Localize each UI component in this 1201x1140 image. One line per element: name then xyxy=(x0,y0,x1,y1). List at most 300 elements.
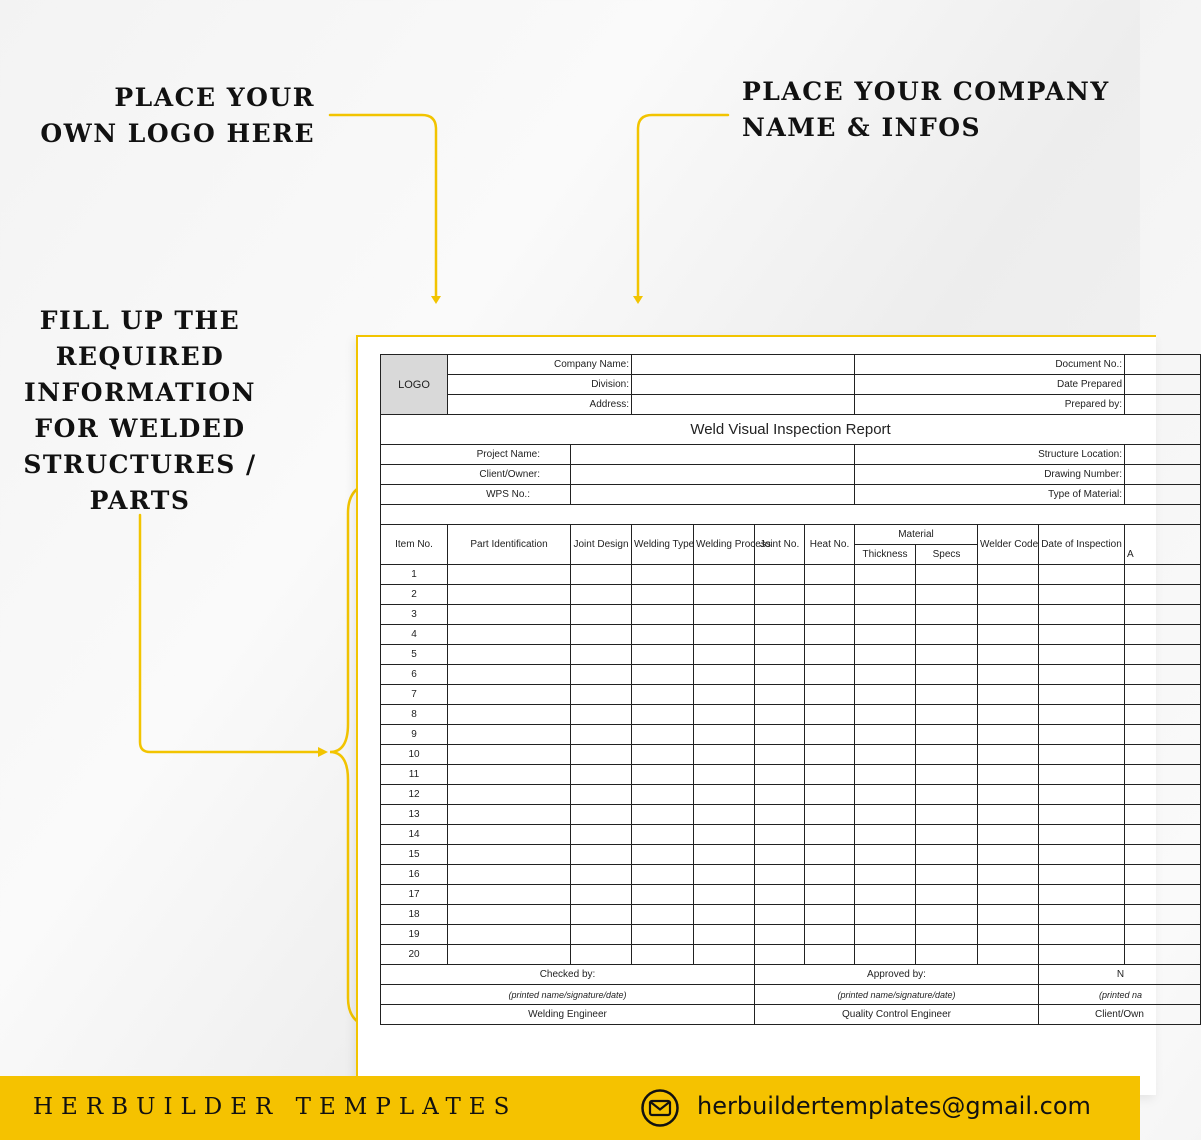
table-cell[interactable] xyxy=(1039,925,1125,945)
table-cell[interactable] xyxy=(1125,765,1201,785)
table-cell[interactable] xyxy=(571,565,632,585)
address-field[interactable] xyxy=(632,395,855,415)
table-cell[interactable] xyxy=(755,905,805,925)
table-cell[interactable] xyxy=(632,785,694,805)
table-cell[interactable] xyxy=(1125,605,1201,625)
table-cell[interactable] xyxy=(1125,705,1201,725)
table-cell[interactable] xyxy=(694,685,755,705)
table-cell[interactable] xyxy=(978,745,1039,765)
table-cell[interactable] xyxy=(755,865,805,885)
table-cell[interactable] xyxy=(632,765,694,785)
table-cell[interactable] xyxy=(694,625,755,645)
table-cell[interactable] xyxy=(755,745,805,765)
table-cell[interactable] xyxy=(694,885,755,905)
table-row xyxy=(381,665,1201,685)
noted-by-signature[interactable]: (printed na xyxy=(1039,985,1201,1005)
table-cell[interactable] xyxy=(855,825,916,845)
table-cell[interactable] xyxy=(755,565,805,585)
table-cell[interactable] xyxy=(916,725,978,745)
table-cell[interactable] xyxy=(448,925,571,945)
table-cell[interactable] xyxy=(694,765,755,785)
table-cell[interactable] xyxy=(755,885,805,905)
table-cell[interactable] xyxy=(571,825,632,845)
table-cell[interactable] xyxy=(694,605,755,625)
table-cell[interactable] xyxy=(1039,845,1125,865)
logo-placeholder: LOGO xyxy=(381,355,448,415)
table-cell[interactable] xyxy=(448,625,571,645)
table-cell[interactable] xyxy=(755,845,805,865)
table-cell[interactable] xyxy=(632,805,694,825)
table-row xyxy=(381,805,1201,825)
table-cell[interactable] xyxy=(978,605,1039,625)
item-number: 5 xyxy=(381,645,448,665)
project-name-field[interactable] xyxy=(571,445,855,465)
table-cell[interactable] xyxy=(1125,845,1201,865)
table-cell[interactable] xyxy=(1039,565,1125,585)
table-cell[interactable] xyxy=(916,845,978,865)
approved-by-label: Approved by: xyxy=(755,965,1039,985)
item-number: 10 xyxy=(381,745,448,765)
table-cell[interactable] xyxy=(755,585,805,605)
table-cell[interactable] xyxy=(916,805,978,825)
approved-by-signature[interactable]: (printed name/signature/date) xyxy=(755,985,1039,1005)
table-cell[interactable] xyxy=(755,825,805,845)
table-cell[interactable] xyxy=(978,765,1039,785)
table-cell[interactable] xyxy=(755,765,805,785)
table-cell[interactable] xyxy=(1039,605,1125,625)
table-cell[interactable] xyxy=(1039,945,1125,965)
table-row xyxy=(381,905,1201,925)
company-name-label: Company Name: xyxy=(448,355,632,375)
table-cell[interactable] xyxy=(916,765,978,785)
col-date-of-inspection: Date of Inspection xyxy=(1039,525,1125,565)
table-cell[interactable] xyxy=(1125,665,1201,685)
table-row xyxy=(381,925,1201,945)
table-cell[interactable] xyxy=(571,925,632,945)
table-row xyxy=(381,885,1201,905)
table-cell[interactable] xyxy=(978,585,1039,605)
checked-by-signature[interactable]: (printed name/signature/date) xyxy=(381,985,755,1005)
table-cell[interactable] xyxy=(916,665,978,685)
table-cell[interactable] xyxy=(571,725,632,745)
table-cell[interactable] xyxy=(1125,745,1201,765)
table-cell[interactable] xyxy=(632,745,694,765)
table-cell[interactable] xyxy=(571,945,632,965)
table-cell[interactable] xyxy=(1039,765,1125,785)
table-cell[interactable] xyxy=(1039,625,1125,645)
table-cell[interactable] xyxy=(855,785,916,805)
item-number: 17 xyxy=(381,885,448,905)
table-row xyxy=(381,945,1201,965)
table-row xyxy=(381,745,1201,765)
table-cell[interactable] xyxy=(755,665,805,685)
table-cell[interactable] xyxy=(855,725,916,745)
table-cell[interactable] xyxy=(978,685,1039,705)
table-cell[interactable] xyxy=(855,925,916,945)
table-cell[interactable] xyxy=(805,745,855,765)
table-cell[interactable] xyxy=(1125,645,1201,665)
table-cell[interactable] xyxy=(1039,865,1125,885)
table-row xyxy=(381,645,1201,665)
table-cell[interactable] xyxy=(805,565,855,585)
table-cell[interactable] xyxy=(855,945,916,965)
table-cell[interactable] xyxy=(632,885,694,905)
table-cell[interactable] xyxy=(694,865,755,885)
table-cell[interactable] xyxy=(978,785,1039,805)
table-cell[interactable] xyxy=(805,725,855,745)
table-cell[interactable] xyxy=(805,825,855,845)
table-cell[interactable] xyxy=(694,845,755,865)
table-cell[interactable] xyxy=(694,825,755,845)
table-cell[interactable] xyxy=(805,605,855,625)
table-cell[interactable] xyxy=(805,905,855,925)
col-joint-no: Joint No. xyxy=(755,525,805,565)
brand-name: HERBUILDER TEMPLATES xyxy=(33,1094,518,1120)
form-sheet xyxy=(356,335,1156,1095)
item-number: 18 xyxy=(381,905,448,925)
table-cell[interactable] xyxy=(855,705,916,725)
table-cell[interactable] xyxy=(632,585,694,605)
item-number: 6 xyxy=(381,665,448,685)
prepared-by-label: Prepared by: xyxy=(855,395,1125,415)
table-cell[interactable] xyxy=(632,665,694,685)
table-cell[interactable] xyxy=(694,925,755,945)
table-cell[interactable] xyxy=(978,725,1039,745)
table-cell[interactable] xyxy=(571,905,632,925)
company-annotation: PLACE YOUR COMPANY NAME & INFOS xyxy=(742,77,1110,142)
table-cell[interactable] xyxy=(448,585,571,605)
table-row xyxy=(381,625,1201,645)
table-cell[interactable] xyxy=(694,665,755,685)
division-field[interactable] xyxy=(632,375,855,395)
table-cell[interactable] xyxy=(755,925,805,945)
wps-no-field[interactable] xyxy=(571,485,855,505)
table-cell[interactable] xyxy=(632,605,694,625)
client-owner-field[interactable] xyxy=(571,465,855,485)
table-cell[interactable] xyxy=(1039,585,1125,605)
table-cell[interactable] xyxy=(632,865,694,885)
report-title: Weld Visual Inspection Report xyxy=(381,415,1201,445)
table-cell[interactable] xyxy=(855,665,916,685)
table-cell[interactable] xyxy=(916,905,978,925)
table-cell[interactable] xyxy=(571,845,632,865)
table-cell[interactable] xyxy=(632,925,694,945)
table-cell[interactable] xyxy=(632,565,694,585)
table-cell[interactable] xyxy=(978,665,1039,685)
table-cell[interactable] xyxy=(1125,565,1201,585)
table-cell[interactable] xyxy=(855,865,916,885)
table-cell[interactable] xyxy=(1039,785,1125,805)
table-cell[interactable] xyxy=(571,745,632,765)
table-cell[interactable] xyxy=(571,625,632,645)
table-cell[interactable] xyxy=(694,725,755,745)
fill-arrow xyxy=(140,515,322,752)
table-cell[interactable] xyxy=(694,905,755,925)
col-item-no: Item No. xyxy=(381,525,448,565)
table-cell[interactable] xyxy=(1125,865,1201,885)
footer-bar xyxy=(0,1076,1140,1140)
table-row xyxy=(381,685,1201,705)
table-cell[interactable] xyxy=(1125,945,1201,965)
table-cell[interactable] xyxy=(855,645,916,665)
table-cell[interactable] xyxy=(571,605,632,625)
table-cell[interactable] xyxy=(1125,925,1201,945)
table-cell[interactable] xyxy=(978,805,1039,825)
table-cell[interactable] xyxy=(632,725,694,745)
table-cell[interactable] xyxy=(755,645,805,665)
item-number: 14 xyxy=(381,825,448,845)
table-cell[interactable] xyxy=(855,845,916,865)
table-cell[interactable] xyxy=(694,785,755,805)
table-cell[interactable] xyxy=(755,945,805,965)
table-cell[interactable] xyxy=(805,705,855,725)
mail-icon xyxy=(640,1088,680,1128)
table-cell[interactable] xyxy=(916,785,978,805)
table-cell[interactable] xyxy=(805,645,855,665)
table-cell[interactable] xyxy=(448,745,571,765)
table-row xyxy=(381,585,1201,605)
table-cell[interactable] xyxy=(448,705,571,725)
table-cell[interactable] xyxy=(571,865,632,885)
table-cell[interactable] xyxy=(916,565,978,585)
table-cell[interactable] xyxy=(632,625,694,645)
document-no-field[interactable] xyxy=(1125,355,1201,375)
table-cell[interactable] xyxy=(571,665,632,685)
table-cell[interactable] xyxy=(755,805,805,825)
item-number: 19 xyxy=(381,925,448,945)
table-cell[interactable] xyxy=(978,845,1039,865)
table-cell[interactable] xyxy=(978,645,1039,665)
table-cell[interactable] xyxy=(755,605,805,625)
company-name-field[interactable] xyxy=(632,355,855,375)
checked-by-label: Checked by: xyxy=(381,965,755,985)
date-prepared-label: Date Prepared xyxy=(855,375,1125,395)
logo-annotation: PLACE YOUR OWN LOGO HERE xyxy=(40,83,315,148)
item-number: 1 xyxy=(381,565,448,585)
table-row xyxy=(381,605,1201,625)
item-number: 12 xyxy=(381,785,448,805)
table-cell[interactable] xyxy=(694,565,755,585)
drawing-number-label: Drawing Number: xyxy=(855,465,1125,485)
item-number: 11 xyxy=(381,765,448,785)
fill-annotation: FILL UP THE REQUIRED INFORMATION FOR WELDED STRUCTURES / PARTS xyxy=(23,306,257,515)
table-cell[interactable] xyxy=(1125,685,1201,705)
table-cell[interactable] xyxy=(448,905,571,925)
table-cell[interactable] xyxy=(571,765,632,785)
table-cell[interactable] xyxy=(855,905,916,925)
table-cell[interactable] xyxy=(632,845,694,865)
table-cell[interactable] xyxy=(1039,685,1125,705)
table-cell[interactable] xyxy=(632,945,694,965)
table-cell[interactable] xyxy=(448,865,571,885)
table-row xyxy=(381,845,1201,865)
table-cell[interactable] xyxy=(805,785,855,805)
table-cell[interactable] xyxy=(805,765,855,785)
item-number: 13 xyxy=(381,805,448,825)
table-cell[interactable] xyxy=(1039,905,1125,925)
table-cell[interactable] xyxy=(632,685,694,705)
item-number: 20 xyxy=(381,945,448,965)
table-cell[interactable] xyxy=(916,705,978,725)
table-cell[interactable] xyxy=(1125,805,1201,825)
table-cell[interactable] xyxy=(448,825,571,845)
table-cell[interactable] xyxy=(755,705,805,725)
table-cell[interactable] xyxy=(755,685,805,705)
table-row xyxy=(381,785,1201,805)
date-prepared-field[interactable] xyxy=(1125,375,1201,395)
table-cell[interactable] xyxy=(1039,705,1125,725)
table-cell[interactable] xyxy=(1125,585,1201,605)
table-cell[interactable] xyxy=(694,645,755,665)
table-cell[interactable] xyxy=(755,725,805,745)
table-cell[interactable] xyxy=(448,645,571,665)
table-cell[interactable] xyxy=(632,645,694,665)
table-cell[interactable] xyxy=(805,885,855,905)
table-cell[interactable] xyxy=(855,605,916,625)
table-cell[interactable] xyxy=(1039,805,1125,825)
table-row xyxy=(381,705,1201,725)
col-welder-code: Welder Code xyxy=(978,525,1039,565)
table-cell[interactable] xyxy=(978,625,1039,645)
table-cell[interactable] xyxy=(1039,825,1125,845)
table-cell[interactable] xyxy=(448,665,571,685)
company-arrow xyxy=(638,115,728,298)
table-cell[interactable] xyxy=(805,945,855,965)
role-qc-engineer: Quality Control Engineer xyxy=(755,1005,1039,1025)
table-cell[interactable] xyxy=(1125,785,1201,805)
table-cell[interactable] xyxy=(805,625,855,645)
table-cell[interactable] xyxy=(805,685,855,705)
table-cell[interactable] xyxy=(1125,885,1201,905)
division-label: Division: xyxy=(448,375,632,395)
table-cell[interactable] xyxy=(855,585,916,605)
table-cell[interactable] xyxy=(448,885,571,905)
table-cell[interactable] xyxy=(448,945,571,965)
table-cell[interactable] xyxy=(805,585,855,605)
table-row xyxy=(381,725,1201,745)
col-material: Material xyxy=(855,525,978,545)
table-cell[interactable] xyxy=(755,625,805,645)
client-owner-label: Client/Owner: xyxy=(381,465,571,485)
table-cell[interactable] xyxy=(916,925,978,945)
table-cell[interactable] xyxy=(855,765,916,785)
table-cell[interactable] xyxy=(571,585,632,605)
table-cell[interactable] xyxy=(571,645,632,665)
table-cell[interactable] xyxy=(1125,905,1201,925)
table-cell[interactable] xyxy=(805,845,855,865)
table-cell[interactable] xyxy=(978,905,1039,925)
table-cell[interactable] xyxy=(978,705,1039,725)
table-cell[interactable] xyxy=(855,805,916,825)
table-cell[interactable] xyxy=(1039,645,1125,665)
table-cell[interactable] xyxy=(855,745,916,765)
table-cell[interactable] xyxy=(855,685,916,705)
table-cell[interactable] xyxy=(571,685,632,705)
table-cell[interactable] xyxy=(694,585,755,605)
table-cell[interactable] xyxy=(916,865,978,885)
table-cell[interactable] xyxy=(916,645,978,665)
col-part-identification: Part Identification xyxy=(448,525,571,565)
table-cell[interactable] xyxy=(978,885,1039,905)
table-row xyxy=(381,825,1201,845)
item-number: 16 xyxy=(381,865,448,885)
table-cell[interactable] xyxy=(632,825,694,845)
table-cell[interactable] xyxy=(978,865,1039,885)
table-cell[interactable] xyxy=(916,825,978,845)
table-cell[interactable] xyxy=(755,785,805,805)
table-cell[interactable] xyxy=(916,625,978,645)
table-cell[interactable] xyxy=(448,805,571,825)
table-cell[interactable] xyxy=(448,845,571,865)
table-cell[interactable] xyxy=(805,925,855,945)
table-cell[interactable] xyxy=(694,705,755,725)
table-cell[interactable] xyxy=(694,805,755,825)
noted-by-label: N xyxy=(1039,965,1201,985)
prepared-by-field[interactable] xyxy=(1125,395,1201,415)
table-cell[interactable] xyxy=(978,925,1039,945)
table-cell[interactable] xyxy=(448,565,571,585)
table-cell[interactable] xyxy=(855,625,916,645)
table-cell[interactable] xyxy=(916,745,978,765)
table-cell[interactable] xyxy=(916,605,978,625)
table-cell[interactable] xyxy=(1125,625,1201,645)
table-cell[interactable] xyxy=(916,685,978,705)
table-cell[interactable] xyxy=(571,885,632,905)
table-cell[interactable] xyxy=(632,705,694,725)
table-cell[interactable] xyxy=(1039,885,1125,905)
table-cell[interactable] xyxy=(448,685,571,705)
table-cell[interactable] xyxy=(448,765,571,785)
table-cell[interactable] xyxy=(571,705,632,725)
structure-location-field[interactable] xyxy=(1125,445,1201,465)
item-number: 7 xyxy=(381,685,448,705)
drawing-number-field[interactable] xyxy=(1125,465,1201,485)
table-cell[interactable] xyxy=(571,805,632,825)
email-link[interactable]: herbuildertemplates@gmail.com xyxy=(697,1092,1091,1120)
type-of-material-field[interactable] xyxy=(1125,485,1201,505)
table-cell[interactable] xyxy=(855,565,916,585)
table-cell[interactable] xyxy=(632,905,694,925)
table-cell[interactable] xyxy=(805,805,855,825)
col-truncated: A xyxy=(1125,525,1201,565)
table-cell[interactable] xyxy=(916,585,978,605)
table-cell[interactable] xyxy=(978,825,1039,845)
table-cell[interactable] xyxy=(805,865,855,885)
table-cell[interactable] xyxy=(694,945,755,965)
item-number: 4 xyxy=(381,625,448,645)
role-welding-engineer: Welding Engineer xyxy=(381,1005,755,1025)
table-cell[interactable] xyxy=(916,945,978,965)
table-cell[interactable] xyxy=(1125,825,1201,845)
table-cell[interactable] xyxy=(1039,745,1125,765)
col-welding-process: Welding Process xyxy=(694,525,755,565)
table-cell[interactable] xyxy=(694,745,755,765)
table-cell[interactable] xyxy=(855,885,916,905)
table-cell[interactable] xyxy=(978,945,1039,965)
table-cell[interactable] xyxy=(571,785,632,805)
table-cell[interactable] xyxy=(448,725,571,745)
table-cell[interactable] xyxy=(1039,665,1125,685)
item-number: 2 xyxy=(381,585,448,605)
table-cell[interactable] xyxy=(916,885,978,905)
table-cell[interactable] xyxy=(805,665,855,685)
table-cell[interactable] xyxy=(448,785,571,805)
table-cell[interactable] xyxy=(978,565,1039,585)
table-cell[interactable] xyxy=(1125,725,1201,745)
table-cell[interactable] xyxy=(448,605,571,625)
table-row xyxy=(381,865,1201,885)
table-cell[interactable] xyxy=(1039,725,1125,745)
